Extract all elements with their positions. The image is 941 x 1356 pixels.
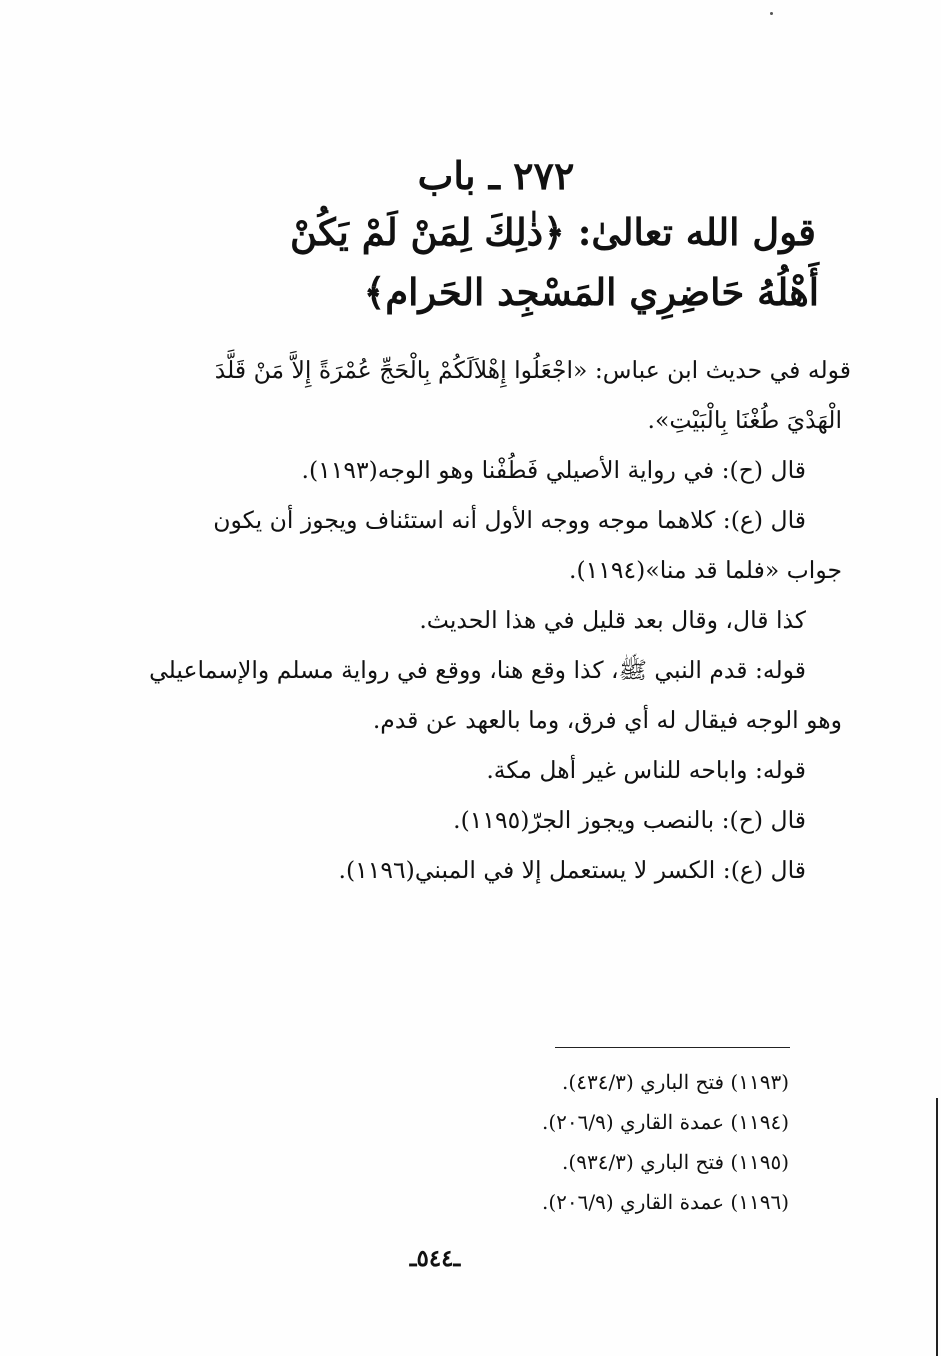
paragraph: كذا قال، وقال بعد قليل في هذا الحديث.: [419, 606, 806, 634]
footnote: (١١٩٣) فتح الباري (٤٣٤/٣).: [562, 1070, 789, 1094]
chapter-title-line-2: أَهْلُهُ حَاضِرِي المَسْجِد الحَرام﴾: [363, 270, 819, 314]
footnote: (١١٩٤) عمدة القاري (٢٠٦/٩).: [542, 1110, 789, 1134]
paragraph: قال (ح): في رواية الأصيلي فَطُفْنا وهو الوجه(١١٩٣).: [301, 456, 806, 484]
footnote: (١١٩٦) عمدة القاري (٢٠٦/٩).: [542, 1190, 789, 1214]
footnotes: [389, 1062, 789, 1222]
paragraph: جواب «فلما قد منا»(١١٩٤).: [569, 556, 842, 584]
footnote-divider: [555, 1047, 790, 1048]
footnote: (١١٩٥) فتح الباري (٩٣٤/٣).: [562, 1150, 789, 1174]
paragraph: قوله في حديث ابن عباس: «اجْعَلُوا إِهْلاَلَكُمْ بِالْحَجِّ عُمْرَةً إِلاَّ مَنْ قَلَّدَ: [214, 356, 851, 384]
paragraph: وهو الوجه فيقال له أي فرق، وما بالعهد عن قدم.: [372, 706, 842, 734]
paragraph: قال (ع): الكسر لا يستعمل إلا في المبني(١١٩٦).: [338, 856, 806, 884]
paragraph: قوله: قدم النبي ﷺ، كذا وقع هنا، ووقع في رواية مسلم والإسماعيلي: [149, 656, 806, 684]
scan-speck: [770, 12, 773, 15]
body-text: [96, 345, 851, 895]
page-number: ـ٥٤٤ـ: [409, 1245, 461, 1272]
scan-edge-line: [936, 1098, 938, 1356]
chapter-title-line-1: قول الله تعالىٰ: ﴿ذٰلِكَ لِمَنْ لَمْ يَكُنْ: [289, 210, 816, 254]
paragraph: قال (ع): كلاهما موجه ووجه الأول أنه استئناف ويجوز أن يكون: [213, 506, 806, 534]
paragraph: قال (ح): بالنصب ويجوز الجرّ(١١٩٥).: [453, 806, 806, 834]
chapter-number: ٢٧٢ ـ باب: [417, 153, 575, 198]
paragraph: قوله: واباحه للناس غير أهل مكة.: [486, 756, 806, 784]
chapter-heading: [116, 150, 819, 322]
paragraph: الْهَدْيَ طُغْنَا بِالْبَيْتِ».: [647, 406, 842, 434]
